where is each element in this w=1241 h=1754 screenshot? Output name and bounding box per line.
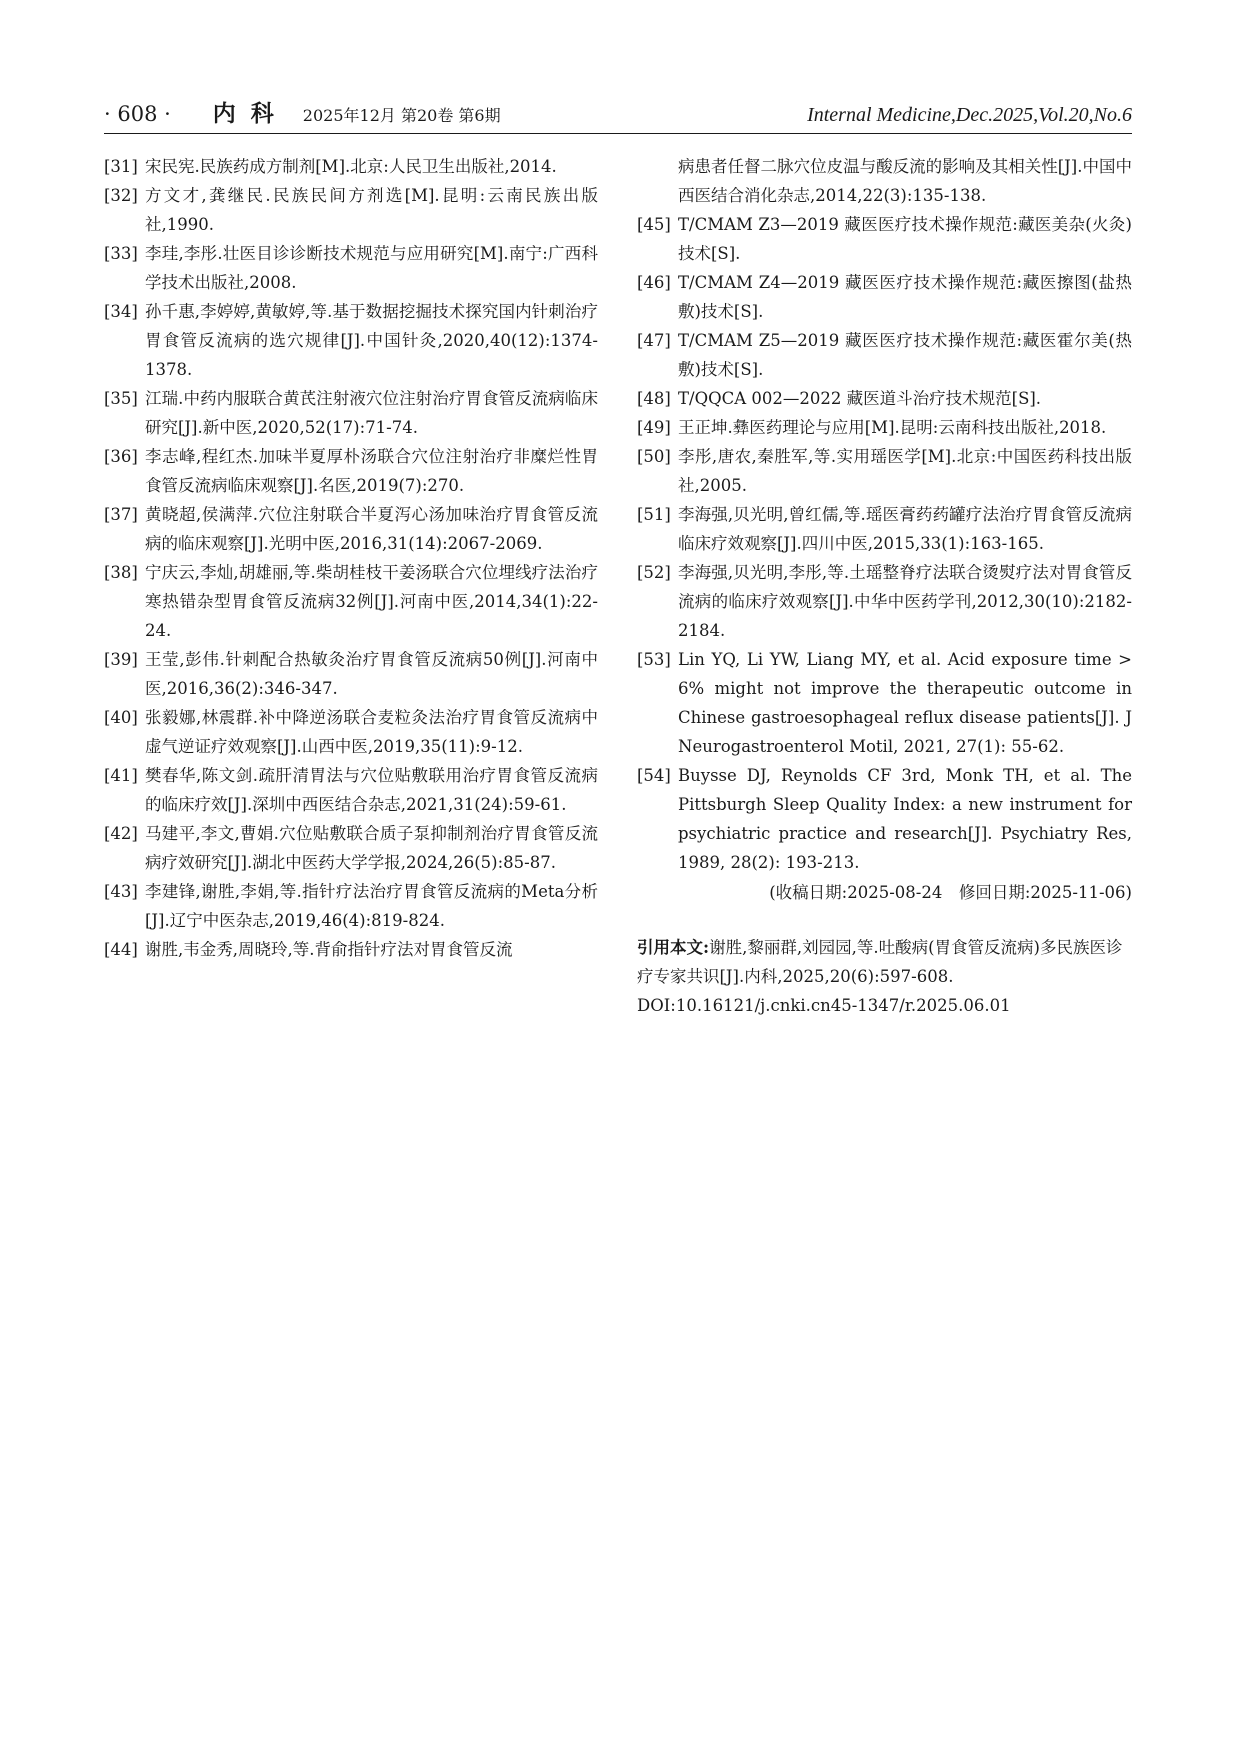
references-left-column xyxy=(104,152,598,964)
reference-number: [53] xyxy=(637,650,671,669)
reference-item xyxy=(637,384,1132,413)
reference-number: [32] xyxy=(104,186,138,205)
reference-number: [52] xyxy=(637,563,671,582)
reference-item xyxy=(104,239,598,297)
reference-text: T/QQCA 002—2022 藏医道斗治疗技术规范[S]. xyxy=(678,389,1042,408)
reference-text: 李海强,贝光明,曾红儒,等.瑶医膏药药罐疗法治疗胃食管反流病临床疗效观察[J].四川中医,2015,33(1):163-165. xyxy=(678,505,1132,553)
reference-number: [36] xyxy=(104,447,138,466)
reference-item xyxy=(104,877,598,935)
reference-text: 李建锋,谢胜,李娟,等.指针疗法治疗胃食管反流病的Meta分析[J].辽宁中医杂志,2019,46(4):819-824. xyxy=(145,882,598,930)
journal-name: 内科 xyxy=(212,100,289,127)
reference-number: [38] xyxy=(104,563,138,582)
reference-number: [41] xyxy=(104,766,138,785)
reference-number: [47] xyxy=(637,331,671,350)
reference-text: 方文才,龚继民.民族民间方剂选[M].昆明:云南民族出版社,1990. xyxy=(145,186,598,234)
reference-text: T/CMAM Z3—2019 藏医医疗技术操作规范:藏医美杂(火灸)技术[S]. xyxy=(678,215,1132,263)
reference-item xyxy=(637,558,1132,645)
reference-item xyxy=(637,210,1132,268)
reference-item xyxy=(637,442,1132,500)
reference-number: [40] xyxy=(104,708,138,727)
reference-text: 谢胜,韦金秀,周晓玲,等.背俞指针疗法对胃食管反流 xyxy=(145,940,513,959)
reference-item xyxy=(104,442,598,500)
reference-item xyxy=(104,819,598,877)
reference-text: 马建平,李文,曹娟.穴位贴敷联合质子泵抑制剂治疗胃食管反流病疗效研究[J].湖北中医药大学学报,2024,26(5):85-87. xyxy=(145,824,598,872)
reference-number: [44] xyxy=(104,940,138,959)
reference-item xyxy=(637,413,1132,442)
reference-text: 王莹,彭伟.针刺配合热敏灸治疗胃食管反流病50例[J].河南中医,2016,36(2):346-347. xyxy=(145,650,598,698)
reference-text: 孙千惠,李婷婷,黄敏婷,等.基于数据挖掘技术探究国内针刺治疗胃食管反流病的选穴规律[J].中国针灸,2020,40(12):1374-1378. xyxy=(145,302,598,379)
reference-item xyxy=(104,558,598,645)
reference-number: [31] xyxy=(104,157,138,176)
reference-text: T/CMAM Z5—2019 藏医医疗技术操作规范:藏医霍尔美(热敷)技术[S]. xyxy=(678,331,1132,379)
reference-text: 李彤,唐农,秦胜军,等.实用瑶医学[M].北京:中国医药科技出版社,2005. xyxy=(678,447,1132,495)
reference-item xyxy=(104,703,598,761)
reference-number: [48] xyxy=(637,389,671,408)
reference-text: 李志峰,程红杰.加味半夏厚朴汤联合穴位注射治疗非糜烂性胃食管反流病临床观察[J].名医,2019(7):270. xyxy=(145,447,598,495)
reference-text: 李海强,贝光明,李彤,等.土瑶整脊疗法联合烫熨疗法对胃食管反流病的临床疗效观察[J].中华中医药学刊,2012,30(10):2182-2184. xyxy=(678,563,1132,640)
citation-line xyxy=(637,933,1132,991)
received-dates: (收稿日期:2025-08-24 修回日期:2025-11-06) xyxy=(769,883,1132,902)
reference-number: [35] xyxy=(104,389,138,408)
reference-number: [45] xyxy=(637,215,671,234)
reference-text: 江瑞.中药内服联合黄芪注射液穴位注射治疗胃食管反流病临床研究[J].新中医,2020,52(17):71-74. xyxy=(145,389,598,437)
running-header xyxy=(104,95,1132,134)
reference-item xyxy=(104,761,598,819)
reference-text: 李珪,李彤.壮医目诊诊断技术规范与应用研究[M].南宁:广西科学技术出版社,2008. xyxy=(145,244,598,292)
reference-number: [50] xyxy=(637,447,671,466)
reference-item xyxy=(637,268,1132,326)
citation-block xyxy=(637,933,1132,1020)
reference-number: [33] xyxy=(104,244,138,263)
page-number: · 608 · xyxy=(104,102,171,126)
reference-item xyxy=(104,297,598,384)
reference-item xyxy=(637,645,1132,761)
reference-text: 王正坤.彝医药理论与应用[M].昆明:云南科技出版社,2018. xyxy=(678,418,1107,437)
reference-text: Lin YQ, Li YW, Liang MY, et al. Acid exposure time > 6% might not improve the therapeutic outcome in Chinese gastroesophageal reflux disease patients[J]. J Neurogastroenterol Motil, 2021, 27(1): 55-62. xyxy=(678,650,1132,756)
issue-info-cn: 2025年12月 第20卷 第6期 xyxy=(302,106,501,125)
reference-text: 黄晓超,侯满萍.穴位注射联合半夏泻心汤加味治疗胃食管反流病的临床观察[J].光明中医,2016,31(14):2067-2069. xyxy=(145,505,598,553)
reference-number: [54] xyxy=(637,766,671,785)
reference-item xyxy=(104,384,598,442)
references-right-column xyxy=(637,152,1132,1020)
reference-item xyxy=(637,326,1132,384)
reference-number: [51] xyxy=(637,505,671,524)
issue-info-en: Internal Medicine,Dec.2025,Vol.20,No.6 xyxy=(807,104,1132,126)
reference-number: [39] xyxy=(104,650,138,669)
reference-text: Buysse DJ, Reynolds CF 3rd, Monk TH, et al. The Pittsburgh Sleep Quality Index: a new instrument for psychiatric practice and research[J]. Psychiatry Res, 1989, 28(2): 193-213. xyxy=(678,766,1132,872)
reference-number: [46] xyxy=(637,273,671,292)
reference-item xyxy=(104,152,598,181)
citation-text: 谢胜,黎丽群,刘园园,等.吐酸病(胃食管反流病)多民族医诊疗专家共识[J].内科,2025,20(6):597-608. xyxy=(637,938,1123,986)
reference-text: 樊春华,陈文剑.疏肝清胃法与穴位贴敷联用治疗胃食管反流病的临床疗效[J].深圳中西医结合杂志,2021,31(24):59-61. xyxy=(145,766,598,814)
reference-item xyxy=(104,645,598,703)
reference-number: [49] xyxy=(637,418,671,437)
reference-item xyxy=(104,935,598,964)
reference-number: [42] xyxy=(104,824,138,843)
reference-continuation: 病患者任督二脉穴位皮温与酸反流的影响及其相关性[J].中国中西医结合消化杂志,2014,22(3):135-138. xyxy=(678,157,1132,205)
reference-item xyxy=(637,761,1132,877)
reference-number: [37] xyxy=(104,505,138,524)
doi: DOI:10.16121/j.cnki.cn45-1347/r.2025.06.01 xyxy=(637,996,1011,1015)
reference-text: 宁庆云,李灿,胡雄丽,等.柴胡桂枝干姜汤联合穴位埋线疗法治疗寒热错杂型胃食管反流病32例[J].河南中医,2014,34(1):22-24. xyxy=(145,563,598,640)
reference-item xyxy=(637,500,1132,558)
reference-text: 宋民宪.民族药成方制剂[M].北京:人民卫生出版社,2014. xyxy=(145,157,557,176)
citation-label: 引用本文: xyxy=(637,938,710,957)
reference-text: T/CMAM Z4—2019 藏医医疗技术操作规范:藏医擦图(盐热敷)技术[S]. xyxy=(678,273,1132,321)
reference-number: [34] xyxy=(104,302,138,321)
reference-item xyxy=(104,500,598,558)
reference-number: [43] xyxy=(104,882,138,901)
reference-text: 张毅娜,林震群.补中降逆汤联合麦粒灸法治疗胃食管反流病中虚气逆证疗效观察[J].山西中医,2019,35(11):9-12. xyxy=(145,708,598,756)
reference-item xyxy=(104,181,598,239)
